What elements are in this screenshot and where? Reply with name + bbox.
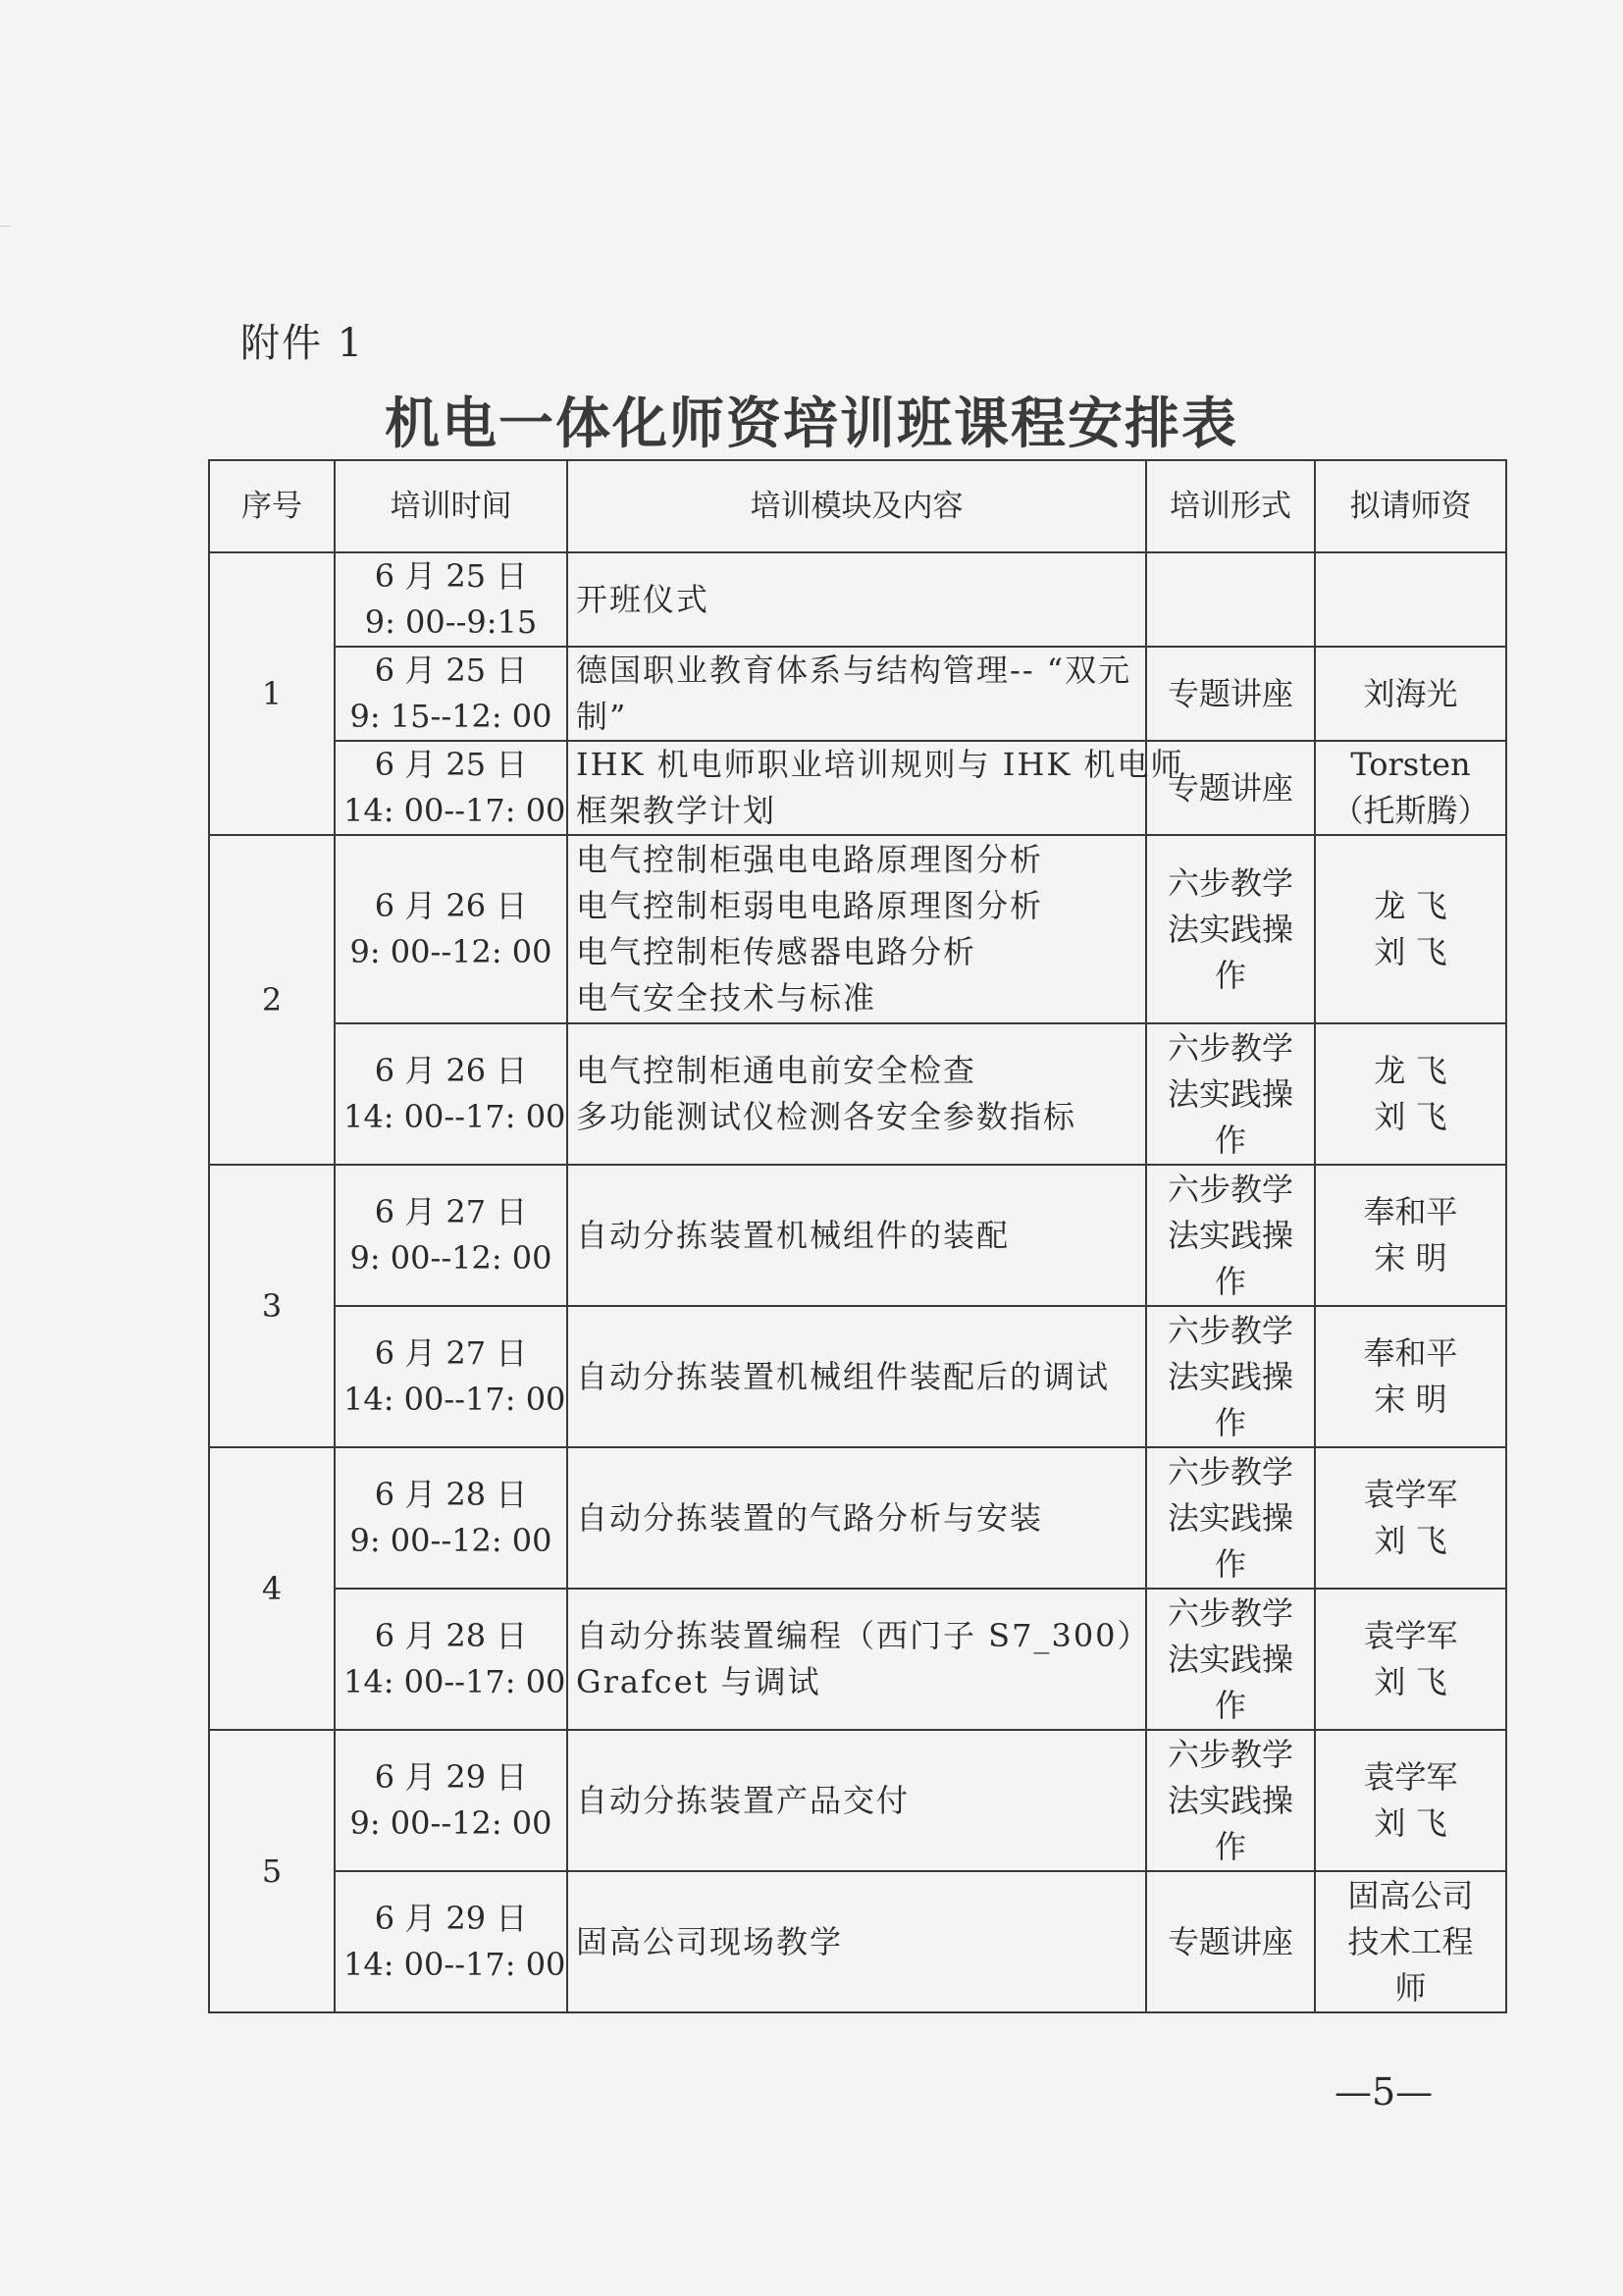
content-line: 框架教学计划 [576,792,777,829]
teacher-name: 技术工程 [1347,1922,1474,1960]
table-row [209,1023,1506,1165]
table-row [209,1306,1506,1447]
training-time: 9: 00--12: 00 [349,1522,552,1559]
teacher-name: 宋 明 [1374,1381,1447,1418]
header-time: 培训时间 [335,460,567,552]
teacher-name: 刘海光 [1363,674,1458,712]
training-time: 9: 00--12: 00 [349,1804,552,1842]
content-line: 电气控制柜强电电路原理图分析 [576,841,1044,878]
content-line: 自动分拣装置机械组件装配后的调试 [576,1357,1111,1395]
content-line: 自动分拣装置机械组件的装配 [576,1216,1011,1254]
form-line: 专题讲座 [1167,674,1293,712]
content-line: 自动分拣装置产品交付 [576,1781,911,1819]
session-number: 3 [209,1165,335,1447]
content-line: 固高公司现场教学 [576,1922,844,1960]
training-form-cell [1146,1871,1315,2012]
table-body [209,552,1506,2012]
training-content-cell [567,1589,1151,1730]
training-time-cell [335,647,567,741]
session-number: 1 [209,552,335,835]
teacher-cell [1315,1306,1506,1447]
teacher-name: （托斯腾） [1332,792,1490,829]
teacher-name: 宋 明 [1374,1239,1447,1277]
form-line: 法实践操 [1167,910,1293,948]
form-line: 作 [1214,1121,1246,1159]
form-line: 法实践操 [1167,1498,1293,1537]
header-form: 培训形式 [1146,460,1315,552]
training-time: 14: 00--17: 00 [343,1663,566,1700]
training-form-cell [1146,1447,1315,1589]
training-time: 9: 00--12: 00 [349,933,552,970]
session-number: 2 [209,835,335,1165]
form-line: 作 [1214,956,1246,994]
training-time: 14: 00--17: 00 [343,792,566,829]
training-time-cell [335,1730,567,1871]
table-row [209,1730,1506,1871]
form-line: 作 [1214,1403,1246,1441]
form-line: 专题讲座 [1167,1922,1293,1960]
training-content-cell [567,552,1146,647]
teacher-cell [1315,1589,1506,1730]
content-line: 制” [576,698,628,735]
form-line: 六步教学 [1167,1311,1293,1349]
training-form-cell [1146,552,1315,647]
table-row [209,1589,1506,1730]
page-number: —5— [1335,2070,1434,2113]
teacher-name: 刘 飞 [1374,1804,1447,1842]
training-time-cell [335,1306,567,1447]
training-form-cell [1146,647,1315,741]
form-line: 六步教学 [1167,1452,1293,1490]
form-line: 六步教学 [1167,1735,1293,1773]
teacher-cell [1315,647,1506,741]
training-time-cell [335,552,567,647]
table-row [209,1165,1506,1306]
training-form-cell [1146,1730,1315,1871]
training-content-cell [567,1306,1146,1447]
training-date: 6 月 25 日 [374,652,528,689]
training-content-cell [567,1871,1146,2012]
content-line: IHK 机电师职业培训规则与 IHK 机电师 [576,746,1184,783]
teacher-cell [1315,835,1506,1023]
teacher-name: 刘 飞 [1374,1098,1447,1135]
form-line: 六步教学 [1167,1593,1293,1632]
teacher-cell [1315,552,1506,647]
training-time: 14: 00--17: 00 [343,1946,566,1983]
content-line: 德国职业教育体系与结构管理-- “双元 [576,652,1132,689]
teacher-name: 师 [1394,1968,1427,2007]
teacher-name: 刘 飞 [1374,1522,1447,1559]
table-row [209,552,1506,647]
training-date: 6 月 27 日 [374,1334,528,1372]
training-time: 9: 00--9:15 [364,603,538,641]
training-time-cell [335,1871,567,2012]
content-line: Grafcet 与调试 [576,1663,821,1700]
teacher-name: 袁学军 [1363,1617,1458,1654]
teacher-cell [1315,1023,1506,1165]
training-date: 6 月 29 日 [374,1758,528,1796]
teacher-name: 龙 飞 [1374,1052,1447,1089]
training-form-cell [1146,1165,1315,1306]
form-line: 法实践操 [1167,1781,1293,1819]
table-row [209,741,1506,835]
table-header-row [209,460,1506,552]
teacher-name: 奉和平 [1363,1334,1458,1372]
training-time-cell [335,1023,567,1165]
form-line: 六步教学 [1167,1028,1293,1067]
training-date: 6 月 28 日 [374,1476,528,1513]
form-line: 法实践操 [1167,1640,1293,1678]
training-time-cell [335,741,567,835]
teacher-cell [1315,1730,1506,1871]
training-form-cell [1146,1589,1315,1730]
training-content-cell [567,835,1146,1023]
teacher-name: 袁学军 [1363,1476,1458,1513]
content-line: 自动分拣装置的气路分析与安装 [576,1498,1044,1537]
training-date: 6 月 25 日 [374,557,528,595]
training-date: 6 月 28 日 [374,1617,528,1654]
training-time: 14: 00--17: 00 [343,1381,566,1418]
training-form-cell [1146,1306,1315,1447]
content-line: 自动分拣装置编程（西门子 S7_300） [576,1617,1151,1654]
content-line: 电气控制柜通电前安全检查 [576,1052,977,1089]
document-title: 机电一体化师资培训班课程安排表 [385,391,1238,456]
form-line: 作 [1214,1827,1246,1865]
attachment-label: 附件 1 [240,321,365,366]
form-line: 法实践操 [1167,1216,1293,1254]
teacher-cell [1315,1165,1506,1306]
header-content: 培训模块及内容 [567,460,1146,552]
training-time: 9: 00--12: 00 [349,1239,552,1277]
teacher-name: 刘 飞 [1374,1663,1447,1700]
training-content-cell [567,1730,1146,1871]
training-content-cell [567,741,1184,835]
training-time-cell [335,1165,567,1306]
training-date: 6 月 29 日 [374,1900,528,1937]
form-line: 专题讲座 [1167,768,1293,807]
table-row [209,835,1506,1023]
training-date: 6 月 26 日 [374,887,528,924]
schedule-table [208,459,1507,2013]
form-line: 作 [1214,1262,1246,1300]
header-no: 序号 [209,460,335,552]
form-line: 法实践操 [1167,1074,1293,1113]
training-form-cell [1146,1023,1315,1165]
teacher-cell [1315,1447,1506,1589]
training-date: 6 月 26 日 [374,1052,528,1089]
table-row [209,647,1506,741]
table-row [209,1447,1506,1589]
content-line: 电气安全技术与标准 [576,979,877,1017]
teacher-cell [1315,1871,1506,2012]
training-time-cell [335,1589,567,1730]
training-content-cell [567,1023,1146,1165]
scan-edge-mark [0,226,10,227]
teacher-name: 奉和平 [1363,1193,1458,1230]
content-line: 电气控制柜弱电电路原理图分析 [576,887,1044,924]
training-time: 14: 00--17: 00 [343,1098,566,1135]
teacher-name: 龙 飞 [1374,887,1447,924]
teacher-name: 刘 飞 [1374,933,1447,970]
training-content-cell [567,1165,1146,1306]
form-line: 作 [1214,1686,1246,1724]
form-line: 六步教学 [1167,1170,1293,1208]
teacher-cell [1315,741,1506,835]
training-content-cell [567,1447,1146,1589]
training-time: 9: 15--12: 00 [349,698,552,735]
training-time-cell [335,1447,567,1589]
form-line: 作 [1214,1544,1246,1583]
table-row [209,1871,1506,2012]
content-line: 电气控制柜传感器电路分析 [576,933,977,970]
header-teacher: 拟请师资 [1315,460,1506,552]
content-line: 多功能测试仪检测各安全参数指标 [576,1098,1077,1135]
form-line: 六步教学 [1167,863,1293,902]
training-time-cell [335,835,567,1023]
session-number: 4 [209,1447,335,1730]
teacher-name: 袁学军 [1363,1758,1458,1796]
training-content-cell [567,647,1146,741]
content-line: 开班仪式 [576,580,710,618]
training-date: 6 月 27 日 [374,1193,528,1230]
training-form-cell [1146,835,1315,1023]
session-number: 5 [209,1730,335,2012]
training-date: 6 月 25 日 [374,746,528,783]
form-line: 法实践操 [1167,1357,1293,1395]
teacher-name: 固高公司 [1347,1876,1474,1914]
teacher-name: Torsten [1350,746,1471,783]
